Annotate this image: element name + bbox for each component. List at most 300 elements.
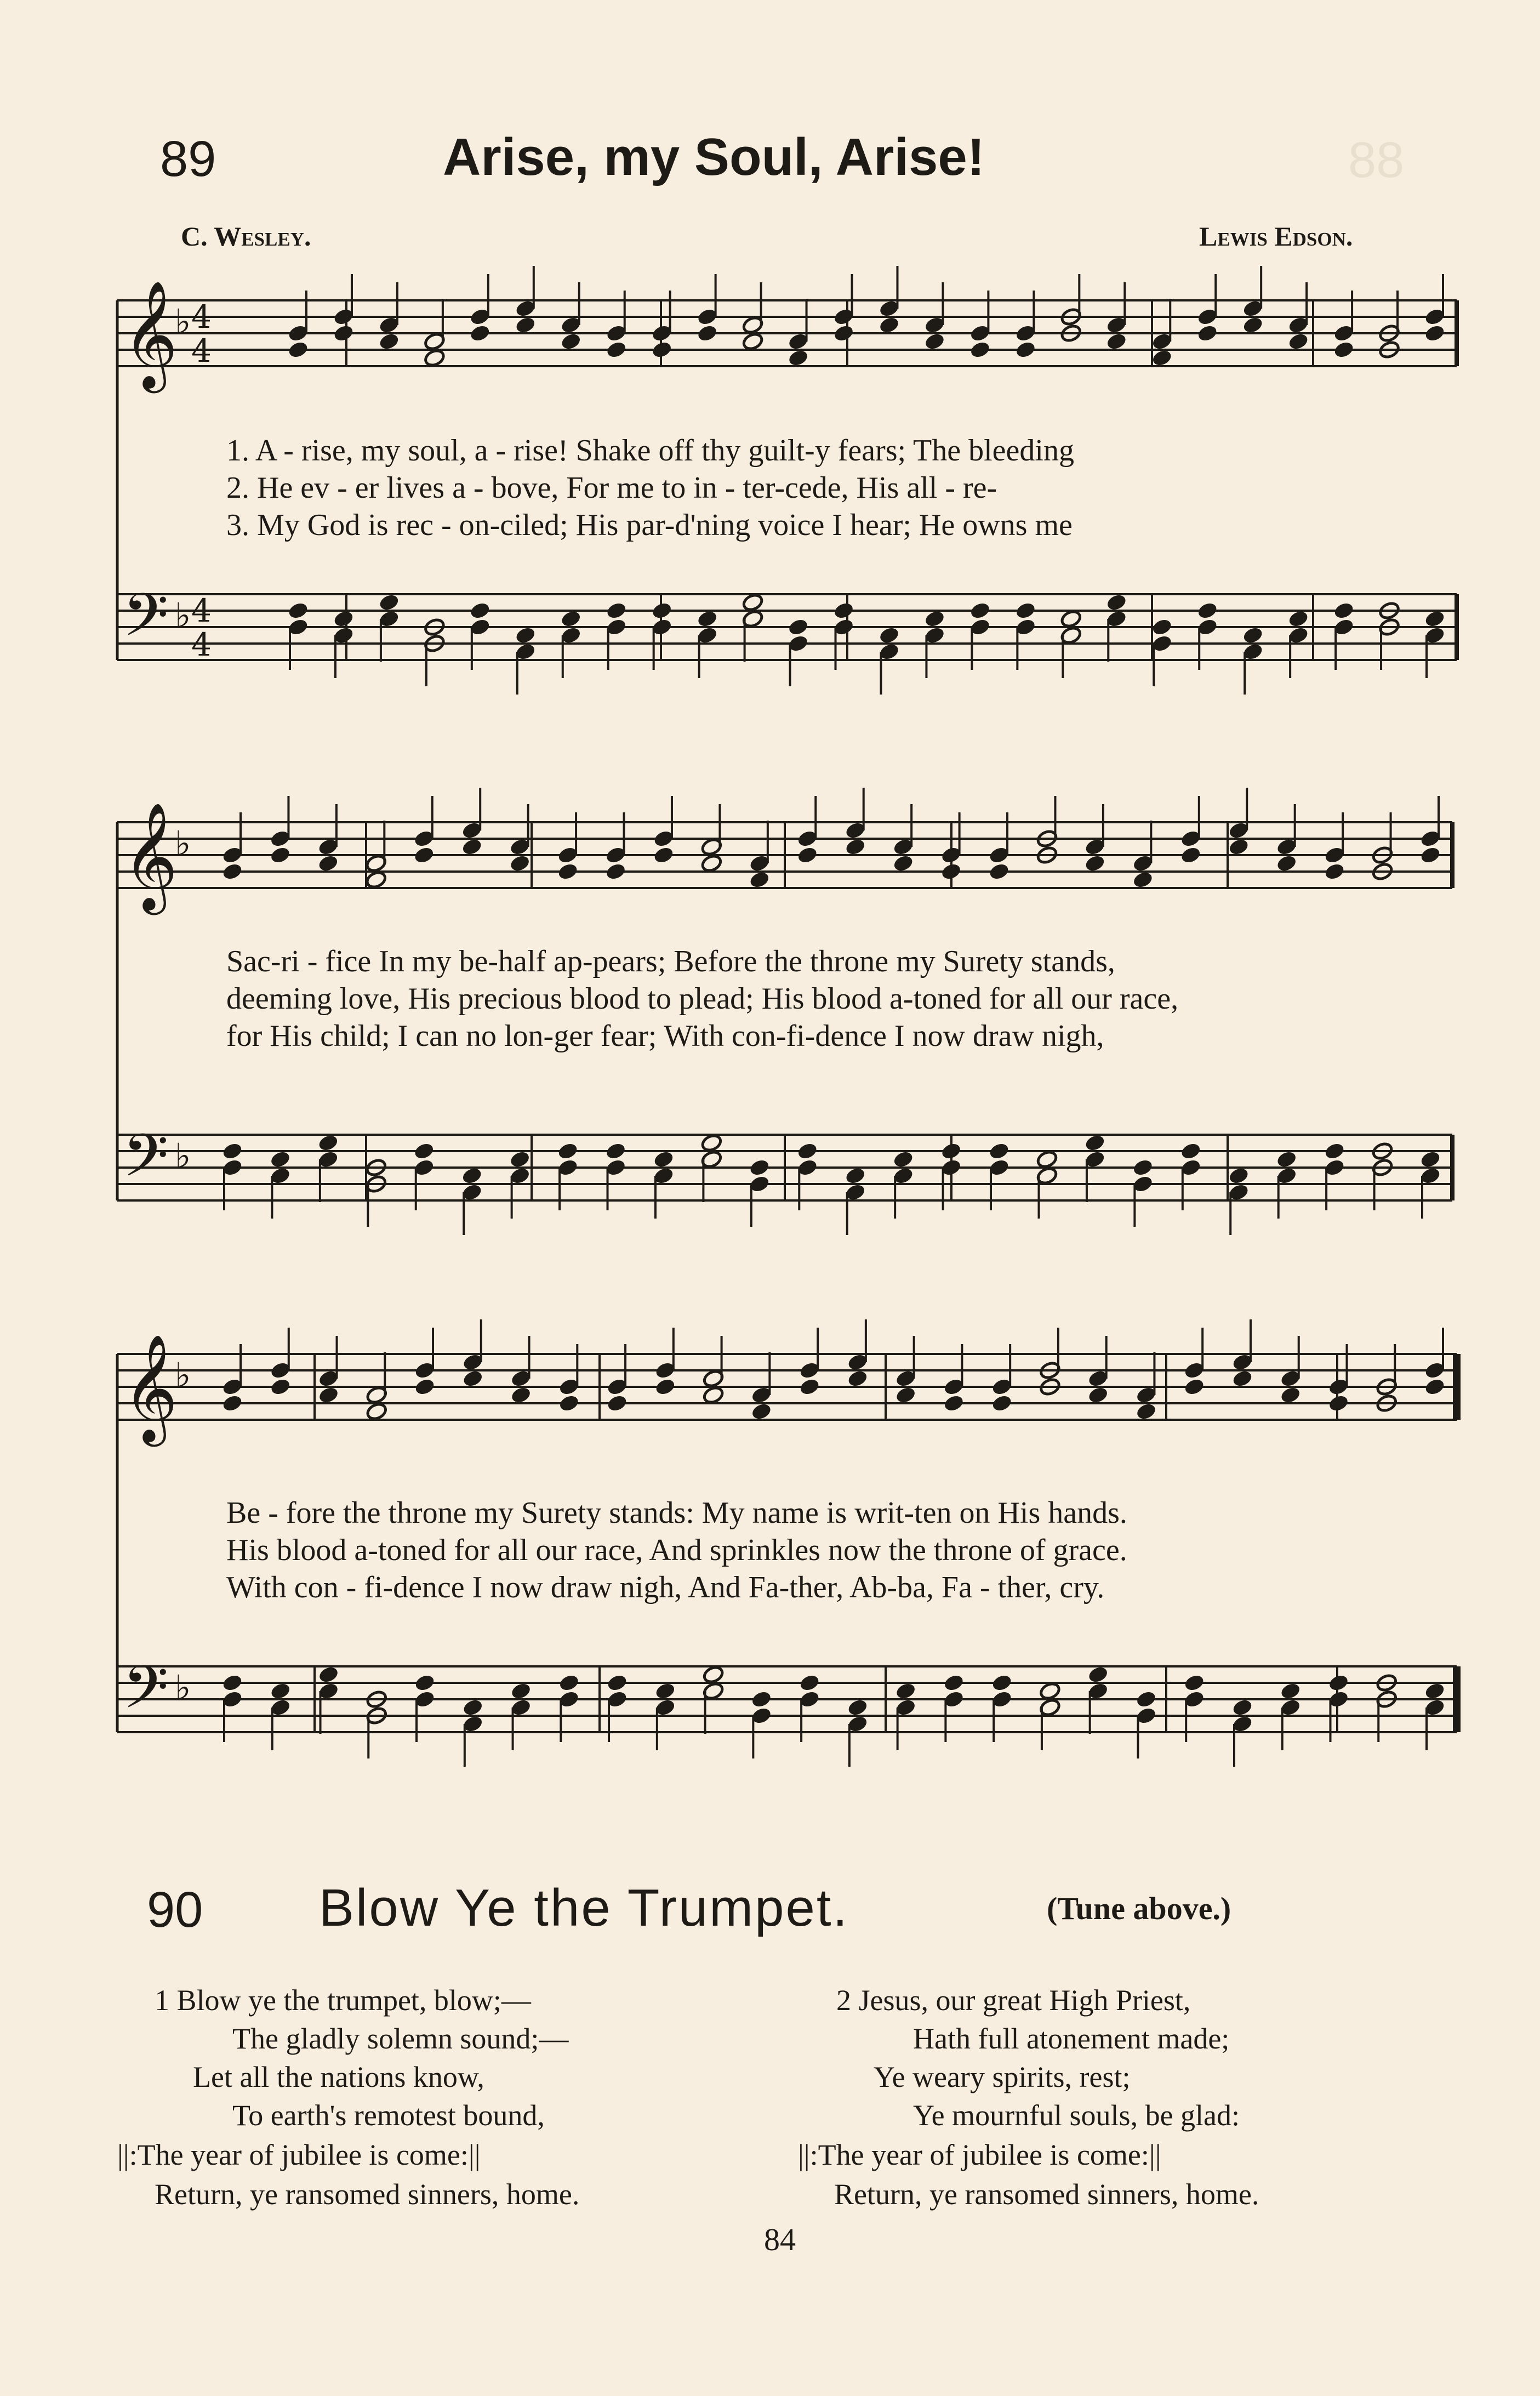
note-head [696, 307, 718, 327]
note-head [1424, 625, 1446, 645]
note-head [604, 1141, 627, 1161]
tune-note: (Tune above.) [1047, 1891, 1231, 1926]
note-head [514, 315, 537, 335]
note-head [750, 1706, 773, 1726]
note-head [317, 1369, 340, 1388]
note-head [414, 1377, 436, 1397]
note-head [365, 870, 387, 890]
note-head [846, 1352, 869, 1372]
note-head [1179, 1158, 1202, 1177]
note-head [332, 609, 355, 629]
note-head [892, 837, 915, 857]
note-head [461, 837, 483, 857]
note-head [1060, 609, 1082, 629]
note-head [1228, 837, 1250, 857]
note-head [317, 1681, 340, 1701]
lyric-line: deeming love, His precious blood to plead; His blood a-toned for all our race, [226, 982, 1179, 1016]
note-head [1287, 315, 1310, 335]
note-head [700, 1133, 723, 1153]
note-head [894, 1385, 917, 1405]
note-head [1179, 1141, 1202, 1161]
note-head [509, 1149, 531, 1169]
note-head [1327, 1393, 1350, 1413]
note-head [1371, 862, 1394, 881]
note-head [1039, 1361, 1061, 1380]
note-head [221, 1377, 244, 1397]
hymn-title: Arise, my Soul, Arise! [443, 128, 985, 186]
note-head [1014, 601, 1037, 621]
note-head [317, 1149, 339, 1169]
verse-line: Return, ye ransomed sinners, home. [834, 2178, 1259, 2211]
note-head [750, 1402, 773, 1421]
composer-credit: Lewis Edson. [1199, 221, 1353, 252]
note-head [366, 1385, 388, 1405]
time-signature: 4 [191, 592, 212, 629]
note-head [317, 1665, 340, 1684]
bass-clef-icon: 𝄢 [123, 580, 169, 664]
note-head [696, 323, 718, 343]
verse-line: Hath full atonement made; [913, 2022, 1230, 2055]
note-head [1333, 323, 1355, 343]
note-head [378, 332, 400, 351]
note-head [221, 1689, 244, 1709]
note-head [1424, 323, 1446, 343]
flat-sign-icon: ♭ [175, 823, 191, 863]
time-signature: 4 [191, 332, 212, 369]
note-head [1371, 845, 1394, 865]
note-head [560, 315, 582, 335]
note-head [1324, 862, 1346, 881]
note-head [221, 862, 244, 881]
note-head [287, 340, 310, 360]
treble-clef-icon: 𝄞 [123, 280, 178, 389]
note-head [514, 642, 537, 662]
note-head [287, 601, 310, 621]
note-head [654, 1377, 676, 1397]
note-head [1183, 1377, 1206, 1397]
note-head [878, 299, 900, 318]
note-head [742, 593, 764, 612]
note-head [750, 1689, 773, 1709]
note-head [461, 821, 483, 840]
verse-line: 1 Blow ye the trumpet, blow;— [155, 1984, 531, 2017]
note-head [1424, 1681, 1446, 1701]
note-head [510, 1698, 532, 1717]
verse-line: 2 Jesus, our great High Priest, [836, 1984, 1191, 2017]
note-head [423, 348, 446, 368]
note-head [991, 1393, 1013, 1413]
note-head [1279, 1698, 1302, 1717]
note-head [365, 1174, 387, 1194]
flat-sign-icon: ♭ [175, 301, 191, 342]
note-head [943, 1673, 965, 1693]
note-head [796, 1158, 819, 1177]
note-head [366, 1706, 388, 1726]
note-head [269, 1149, 292, 1169]
note-head [991, 1377, 1013, 1397]
note-head [1196, 307, 1219, 327]
note-head [287, 323, 310, 343]
note-head [461, 1714, 484, 1734]
note-head [1419, 829, 1442, 849]
note-head [221, 1393, 244, 1413]
note-head [700, 837, 723, 857]
verse-line: Let all the nations know, [193, 2061, 484, 2093]
note-head [606, 1689, 629, 1709]
note-head [461, 1369, 484, 1388]
verse-line: Return, ye ransomed sinners, home. [155, 2178, 580, 2211]
note-head [892, 1166, 915, 1186]
note-head [894, 1698, 917, 1717]
note-head [221, 845, 244, 865]
note-head [832, 307, 855, 327]
note-head [894, 1369, 917, 1388]
note-head [1083, 1149, 1106, 1169]
note-head [651, 601, 673, 621]
note-head [605, 601, 628, 621]
page-number: 84 [764, 2222, 796, 2257]
note-head [1196, 323, 1219, 343]
note-head [1196, 617, 1219, 637]
bleed-through-number: 88 [1348, 132, 1405, 188]
note-head [1378, 617, 1401, 637]
note-head [654, 1681, 676, 1701]
flat-sign-icon: ♭ [175, 1136, 191, 1176]
note-head [651, 617, 673, 637]
note-head [1231, 1352, 1253, 1372]
note-head [1376, 1393, 1398, 1413]
note-head [700, 853, 723, 873]
note-head [1135, 1385, 1157, 1405]
note-head [1279, 1681, 1302, 1701]
note-head [1275, 837, 1298, 857]
note-head [1036, 1166, 1058, 1186]
note-head [696, 609, 718, 629]
note-head [988, 1158, 1011, 1177]
note-head [1039, 1681, 1061, 1701]
note-head [1105, 315, 1128, 335]
note-head [1039, 1377, 1061, 1397]
note-head [1275, 1149, 1298, 1169]
note-head [1083, 1133, 1106, 1153]
verse-line: Ye weary spirits, rest; [874, 2061, 1131, 2093]
note-head [1376, 1377, 1398, 1397]
note-head [742, 332, 764, 351]
note-head [991, 1689, 1013, 1709]
treble-clef-icon: 𝄞 [123, 1334, 178, 1442]
note-head [317, 1385, 340, 1405]
note-head [892, 1149, 915, 1169]
note-head [413, 1158, 435, 1177]
note-head [796, 845, 819, 865]
bass-clef-icon: 𝄢 [123, 1653, 169, 1736]
note-head [558, 1673, 580, 1693]
verse-line: ||:The year of jubilee is come:|| [117, 2138, 481, 2171]
note-head [1231, 1369, 1253, 1388]
note-head [1105, 332, 1128, 351]
note-head [1105, 593, 1128, 612]
note-head [832, 601, 855, 621]
note-head [702, 1681, 725, 1701]
note-head [1135, 1402, 1157, 1421]
lyric-line: Be - fore the throne my Surety stands: My name is writ-ten on His hands. [226, 1496, 1127, 1530]
lyric-line: for His child; I can no lon-ger fear; With con-fi-dence I now draw nigh, [226, 1019, 1104, 1053]
lyric-line: With con - fi-dence I now draw nigh, And Fa-ther, Ab-ba, Fa - ther, cry. [226, 1570, 1105, 1604]
note-head [461, 1182, 483, 1202]
note-head [1419, 1149, 1442, 1169]
note-head [423, 617, 446, 637]
note-head [844, 821, 866, 840]
note-head [221, 1673, 244, 1693]
note-head [413, 829, 435, 849]
note-head [557, 1158, 579, 1177]
note-head [557, 845, 579, 865]
note-head [988, 1141, 1011, 1161]
note-head [461, 1166, 483, 1186]
note-head [461, 1698, 484, 1717]
note-head [702, 1369, 725, 1388]
note-head [378, 609, 400, 629]
note-head [558, 1377, 580, 1397]
note-head [742, 315, 764, 335]
note-head [1287, 625, 1310, 645]
note-head [1327, 1377, 1350, 1397]
note-head [510, 1681, 532, 1701]
note-head [1424, 1361, 1446, 1380]
note-head [1132, 1174, 1154, 1194]
note-head [798, 1689, 821, 1709]
note-head [1135, 1689, 1157, 1709]
note-head [510, 1385, 532, 1405]
note-head [1327, 1673, 1350, 1693]
note-head [988, 862, 1011, 881]
note-head [1087, 1681, 1109, 1701]
note-head [1151, 617, 1173, 637]
note-head [654, 1698, 676, 1717]
note-head [423, 634, 446, 653]
note-head [469, 307, 491, 327]
note-head [991, 1673, 1013, 1693]
note-head [605, 323, 628, 343]
note-head [943, 1689, 965, 1709]
note-head [878, 625, 900, 645]
note-head [469, 617, 491, 637]
hymn-number: 89 [160, 131, 216, 187]
note-head [1275, 853, 1298, 873]
note-head [332, 625, 355, 645]
flat-sign-icon: ♭ [175, 1355, 191, 1395]
note-head [469, 601, 491, 621]
note-head [969, 323, 991, 343]
verse-line: The gladly solemn sound;— [232, 2022, 569, 2055]
hymn-title: Blow Ye the Trumpet. [319, 1879, 849, 1937]
note-head [1039, 1698, 1061, 1717]
note-head [1424, 1698, 1446, 1717]
note-head [1327, 1689, 1350, 1709]
note-head [509, 1166, 531, 1186]
flat-sign-icon: ♭ [175, 595, 191, 635]
note-head [606, 1377, 629, 1397]
note-head [1324, 845, 1346, 865]
note-head [557, 862, 579, 881]
note-head [606, 1673, 629, 1693]
note-head [514, 299, 537, 318]
note-head [892, 853, 915, 873]
note-head [604, 862, 627, 881]
note-head [317, 837, 339, 857]
note-head [1151, 332, 1173, 351]
note-head [269, 1698, 292, 1717]
note-head [1333, 601, 1355, 621]
verse-line: To earth's remotest bound, [232, 2099, 545, 2132]
note-head [1242, 315, 1264, 335]
note-head [413, 845, 435, 865]
note-head [269, 1166, 292, 1186]
note-head [1279, 1385, 1302, 1405]
note-head [558, 1393, 580, 1413]
time-signature: 4 [191, 626, 212, 663]
note-head [605, 340, 628, 360]
note-head [1231, 1698, 1253, 1717]
note-head [269, 829, 292, 849]
note-head [894, 1681, 917, 1701]
note-head [923, 609, 946, 629]
note-head [365, 853, 387, 873]
note-head [844, 1182, 866, 1202]
verse-line: Ye mournful souls, be glad: [913, 2099, 1240, 2132]
note-head [269, 845, 292, 865]
lyric-line: 3. My God is rec - on-ciled; His par-d'ning voice I hear; He owns me [226, 508, 1073, 542]
note-head [1228, 1182, 1250, 1202]
note-head [1279, 1369, 1302, 1388]
note-head [1036, 845, 1058, 865]
note-head [558, 1689, 580, 1709]
note-head [514, 625, 537, 645]
note-head [332, 307, 355, 327]
note-head [923, 332, 946, 351]
note-head [1183, 1361, 1206, 1380]
verse-line: ||:The year of jubilee is come:|| [798, 2138, 1161, 2171]
note-head [748, 1174, 771, 1194]
note-head [1151, 348, 1173, 368]
note-head [1083, 837, 1106, 857]
note-head [1014, 617, 1037, 637]
note-head [1132, 853, 1154, 873]
note-head [787, 348, 809, 368]
note-head [846, 1714, 869, 1734]
note-head [940, 1141, 962, 1161]
note-head [787, 634, 809, 653]
author-credit: C. Wesley. [181, 221, 311, 252]
note-head [969, 601, 991, 621]
note-head [1324, 1141, 1346, 1161]
note-head [1242, 625, 1264, 645]
note-head [1371, 1141, 1394, 1161]
note-head [700, 1149, 723, 1169]
note-head [846, 1369, 869, 1388]
note-head [1419, 1166, 1442, 1186]
note-head [1135, 1706, 1157, 1726]
note-head [1183, 1689, 1206, 1709]
note-head [1333, 617, 1355, 637]
note-head [1376, 1673, 1398, 1693]
note-head [1014, 340, 1037, 360]
note-head [1060, 323, 1082, 343]
hymn-number: 90 [147, 1882, 203, 1938]
note-head [702, 1385, 725, 1405]
note-head [378, 593, 400, 612]
note-head [365, 1158, 387, 1177]
note-head [1196, 601, 1219, 621]
treble-clef-icon: 𝄞 [123, 802, 178, 910]
note-head [560, 332, 582, 351]
note-head [787, 617, 809, 637]
note-head [378, 315, 400, 335]
note-head [748, 853, 771, 873]
note-head [1087, 1665, 1109, 1684]
note-head [1151, 634, 1173, 653]
note-head [1419, 845, 1442, 865]
note-head [940, 845, 962, 865]
note-head [923, 625, 946, 645]
note-head [1060, 625, 1082, 645]
note-head [878, 315, 900, 335]
note-head [798, 1673, 821, 1693]
note-head [988, 845, 1011, 865]
note-head [1287, 332, 1310, 351]
note-head [742, 609, 764, 629]
note-head [1179, 829, 1202, 849]
note-head [1036, 1149, 1058, 1169]
note-head [748, 870, 771, 890]
note-head [796, 1141, 819, 1161]
note-head [1333, 340, 1355, 360]
note-head [317, 853, 339, 873]
note-head [1287, 609, 1310, 629]
note-head [696, 625, 718, 645]
note-head [651, 323, 673, 343]
note-head [1378, 340, 1401, 360]
note-head [509, 837, 531, 857]
note-head [269, 1377, 292, 1397]
note-head [1231, 1714, 1253, 1734]
note-head [796, 829, 819, 849]
note-head [510, 1369, 532, 1388]
note-head [605, 617, 628, 637]
note-head [1424, 609, 1446, 629]
note-head [969, 617, 991, 637]
note-head [1087, 1369, 1109, 1388]
note-head [366, 1402, 388, 1421]
note-head [878, 642, 900, 662]
note-head [748, 1158, 771, 1177]
note-head [469, 323, 491, 343]
note-head [1424, 307, 1446, 327]
note-head [652, 845, 675, 865]
note-head [651, 340, 673, 360]
note-head [560, 625, 582, 645]
note-head [606, 1393, 629, 1413]
note-head [604, 1158, 627, 1177]
lyric-line: 1. A - rise, my soul, a - rise! Shake off thy guilt-y fears; The bleeding [226, 434, 1074, 468]
note-head [509, 853, 531, 873]
note-head [943, 1393, 965, 1413]
note-head [943, 1377, 965, 1397]
note-head [1378, 601, 1401, 621]
note-head [1424, 1377, 1446, 1397]
note-head [750, 1385, 773, 1405]
note-head [940, 862, 962, 881]
